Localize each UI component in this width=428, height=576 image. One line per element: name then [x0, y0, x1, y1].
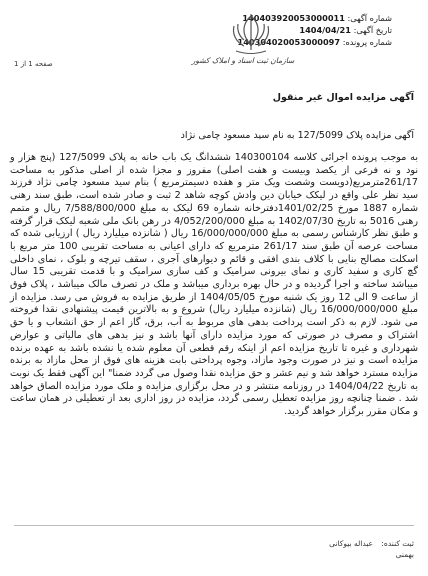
page-number: صفحه 1 از 1	[14, 60, 53, 68]
footer-divider	[14, 525, 414, 526]
notice-number: 140403920053000011	[242, 13, 345, 23]
national-emblem-logo	[222, 10, 280, 56]
notice-date: 1404/04/21	[299, 25, 351, 35]
footer	[329, 538, 414, 560]
author-name: عبداله بیوکانی	[329, 539, 374, 548]
notice-body: به موجب پرونده اجرائی کلاسه 140300104 ششدانگ یک باب خانه به پلاک 127/5099 (پنج هزار و نود و نه فرعی از یکصد وبیست و هفت اصلی) مفروز و مجزا شده از اصلی مذکور به مساحت 261/17مترمربع(دویست وشصت ویک متر و هفده دسیمترمربع ) بنام سید مسعود چامی نژاد فرزند سید نظر علی واقع در لیکک خیابان دین وادش کوچه شاهد 2 ثبت و صادر شده است، طبق سند رهنی شماره 1887 مورخ 1401/02/25دفترخانه شماره 69 لیکک به مبلغ 7/588/800/000 ریال و متمم رهنی 5016 به تاریخ 1402/07/30 به مبلغ 4/052/200/000 در رهن بانک ملی شعبه لیکک قرار گرفته و طبق نظر کارشناس رسمی به مبلغ 16/000/000/000 ریال ( شانزده میلیارد ریال ) ارزیابی شده که مساحت عرصه آن طبق سند 261/17 مترمربع که دارای اعیانی به مساحت تقریبی 100 متر مربع با اسکلت مصالح بنایی با کلاف بندی افقی و قائم و دیوارهای آجری ، سقف تیرچه و بلوک ، نمای داخلی گچ کاری و سفید کاری و نمای بیرونی سرامیک و کف سازی سرامیک و با قدمت تقریبی 15 سال میباشد ساخته و اجرا گردیده و در حال بهره برداری میباشد و ملک در تصرف مالک میباشد ، پلاک فوق از ساعت 9 الی 12 روز یک شنبه مورخ 1404/05/05 از طریق مزایده به فروش می رسد. مزایده از مبلغ 16/000/000/000 ریال (شانزده میلیارد ریال) شروع و به بالاترین قیمت پیشنهادی نقدا فروخته می شود. لازم به ذکر است پرداخت بدهی های مربوط به آب، برق، گاز اعم از حق انشعاب و یا حق اشتراک و مصرف در صورتی که مورد مزایده دارای آنها باشد و نیز بدهی های مالیاتی و عوارض شهرداری و غیره تا تاریخ مزایده اعم از اینکه رقم قطعی آن معلوم شده یا نشده باشد به عهده برنده مزایده است و نیز در صورت وجود مازاد، وجوه پرداختی بابت هزینه های فوق از محل مازاد به برنده مزایده مسترد خواهد شد و نیم عشر و حق مزایده نقدا وصول می گردد ضمنا" این آگهی فقط یک نوبت به تاریخ 1404/04/22 در روزنامه منتشر و در محل برگزاری مزایده و ملک مورد مزایده الصاق خواهد شد . ضمنا چنانچه روز مزایده تعطیل رسمی گردد، مزایده در روز اداری بعد از تعطیلی در همان ساعت و مکان مقرر برگزار خواهد گردید.	[10, 152, 419, 418]
organization-name: سازمان ثبت اسناد و املاک کشور	[191, 56, 295, 65]
notice-subject: آگهی مزایده پلاک 127/5099 به نام سید مسعود چامی نژاد	[180, 130, 414, 141]
notice-title: آگهی مزایده اموال غیر منقول	[272, 92, 414, 103]
author-label: ثبت کننده:	[381, 539, 414, 548]
notice-date-label: تاریخ آگهی:	[353, 25, 392, 35]
file-number: 140304020053000097	[237, 37, 341, 47]
author-row	[329, 538, 414, 549]
footer-second-line: بهمنی	[395, 550, 414, 559]
notice-number-label: شماره آگهی:	[347, 13, 392, 23]
file-number-label: شماره پرونده:	[342, 37, 392, 47]
